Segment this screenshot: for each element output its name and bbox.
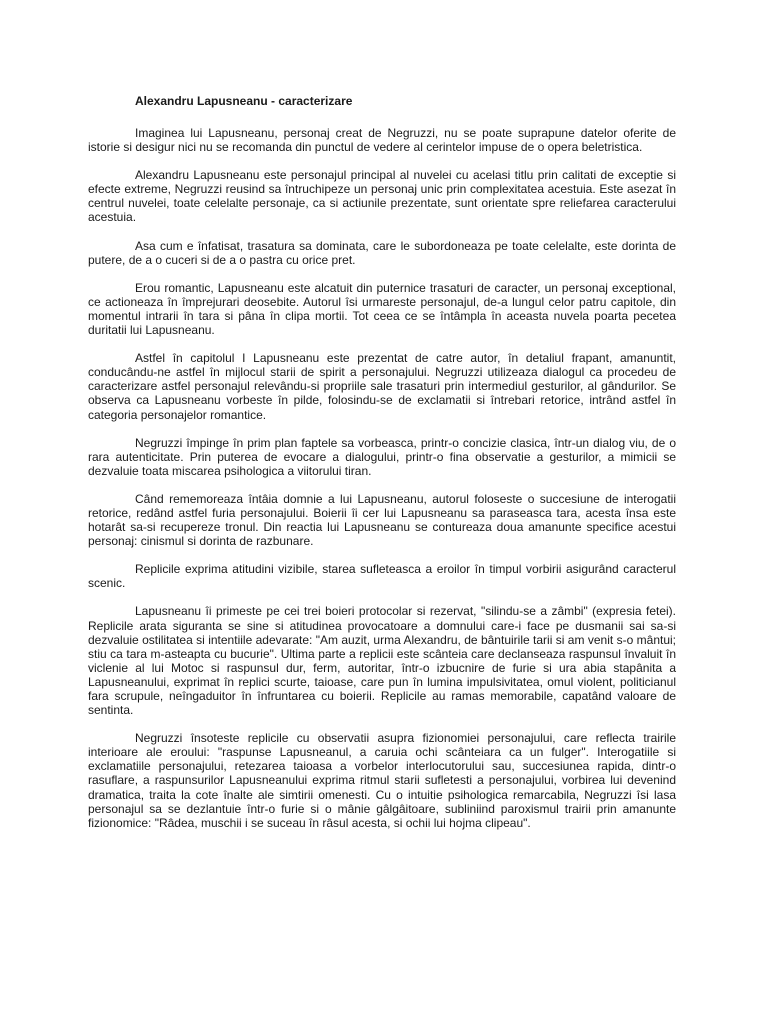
paragraph-6: Negruzzi împinge în prim plan faptele sa vorbeasca, printr-o concizie clasica, într-un dialog viu, de o rara autenticitate. Prin puterea de evocare a dialogului, printr-o fina observatie a gesturilor, a mimicii se dezvaluie toata miscarea psihologica a viitorului tiran. xyxy=(88,435,676,478)
paragraph-5: Astfel în capitolul I Lapusneanu este prezentat de catre autor, în detaliul frapant, amanuntit, conducându-ne astfel în mijlocul starii de spirit a personajului. Negruzzi utilizeaza dialogul ca procedeu de caracterizare astfel personajul relevându-si propriile sale trasaturi prin intermediul gesturilor, al gândurilor. Se observa ca Lapusneanu vorbeste în pilde, folosindu-se de exclamatii si întrebari retorice, intrând astfel în categoria personajelor romantice. xyxy=(88,351,676,422)
paragraph-1: Imaginea lui Lapusneanu, personaj creat de Negruzzi, nu se poate suprapune datelor oferite de istorie si desigur nici nu se recomanda din punctul de vedere al cerintelor impuse de o opera beletristica. xyxy=(88,126,676,155)
paragraph-9: Lapusneanu îi primeste pe cei trei boieri protocolar si rezervat, "silindu-se a zâmbi" (expresia fetei). Replicile arata siguranta se sine si atitudinea provocatoare a domnului care-i face pe dusmanii sai sa-si dezvaluie ostilitatea si intentiile adevarate: "Am auzit, urma Alexandru, de bântuirile tarii si am venit s-o mântui; stiu ca tara m-asteapta cu bucurie". Ultima parte a replicii este scânteia care declanseaza raspunsul învaluit în viclenie al lui Motoc si raspunsul dur, ferm, autoritar, într-o izbucnire de furie si ura abia stapânita a Lapusneanului, exprimat în replici scurte, taioase, care pun în lumina impulsivitatea, omul violent, politicianul fara scrupule, neîngaduitor în înfruntarea cu boierii. Replicile au ramas memorabile, capatând valoare de sentinta. xyxy=(88,604,676,718)
paragraph-7: Când rememoreaza întâia domnie a lui Lapusneanu, autorul foloseste o succesiune de interogatii retorice, redând astfel furia personajului. Boierii îi cer lui Lapusneanu sa paraseasca tara, acesta însa este hotarât sa-si recupereze tronul. Din reactia lui Lapusneanu se contureaza doua amanunte specifice acestui personaj: cinismul si dorinta de razbunare. xyxy=(88,491,676,549)
paragraph-2: Alexandru Lapusneanu este personajul principal al nuvelei cu acelasi titlu prin calitati de exceptie si efecte extreme, Negruzzi reusind sa întruchipeze un personaj unic prin complexitatea acestuia. Este asezat în centrul nuvelei, toate celelalte personaje, ca si actiunile prezentate, sunt orientate spre reliefarea caracterului acestuia. xyxy=(88,168,676,225)
paragraph-10: Negruzzi însoteste replicile cu observatii asupra fizionomiei personajului, care reflecta trairile interioare ale eroului: "raspunse Lapusneanul, a caruia ochi scânteiara ca un fulger". Interogatiile si exclamatiile personajului, retezarea taioasa a vorbelor interlocutorului sau, succesiunea rapida, dintr-o rasuflare, a raspunsurilor Lapusneanului exprima ritmul starii sufletesti a personajului, vorbirea lui devenind dramatica, traita la cote înalte ale simtirii omenesti. Cu o intuitie psihologica remarcabila, Negruzzi îsi lasa personajul sa se dezlantuie într-o furie si o mânie gâlgâitoare, subliniind paroxismul trairii prin amanunte fizionomice: "Râdea, muschii i se suceau în râsul acesta, si ochii lui hojma clipeau". xyxy=(88,731,676,830)
paragraph-4: Erou romantic, Lapusneanu este alcatuit din puternice trasaturi de caracter, un personaj exceptional, ce actioneaza în împrejurari deosebite. Autorul îsi urmareste personajul, de-a lungul celor patru capitole, din momentul intrarii în tara si pâna în clipa mortii. Tot ceea ce se întâmpla în aceasta nuvela poarta pecetea duritatii lui Lapusneanu. xyxy=(88,280,676,338)
document-title: Alexandru Lapusneanu - caracterizare xyxy=(135,94,353,108)
paragraph-8: Replicile exprima atitudini vizibile, starea sufleteasca a eroilor în timpul vorbirii asigurând caracterul scenic. xyxy=(88,562,676,591)
paragraph-3: Asa cum e înfatisat, trasatura sa dominata, care le subordoneaza pe toate celelalte, este dorinta de putere, de a o cuceri si de a o pastra cu orice pret. xyxy=(88,238,676,267)
document-page xyxy=(88,94,676,844)
